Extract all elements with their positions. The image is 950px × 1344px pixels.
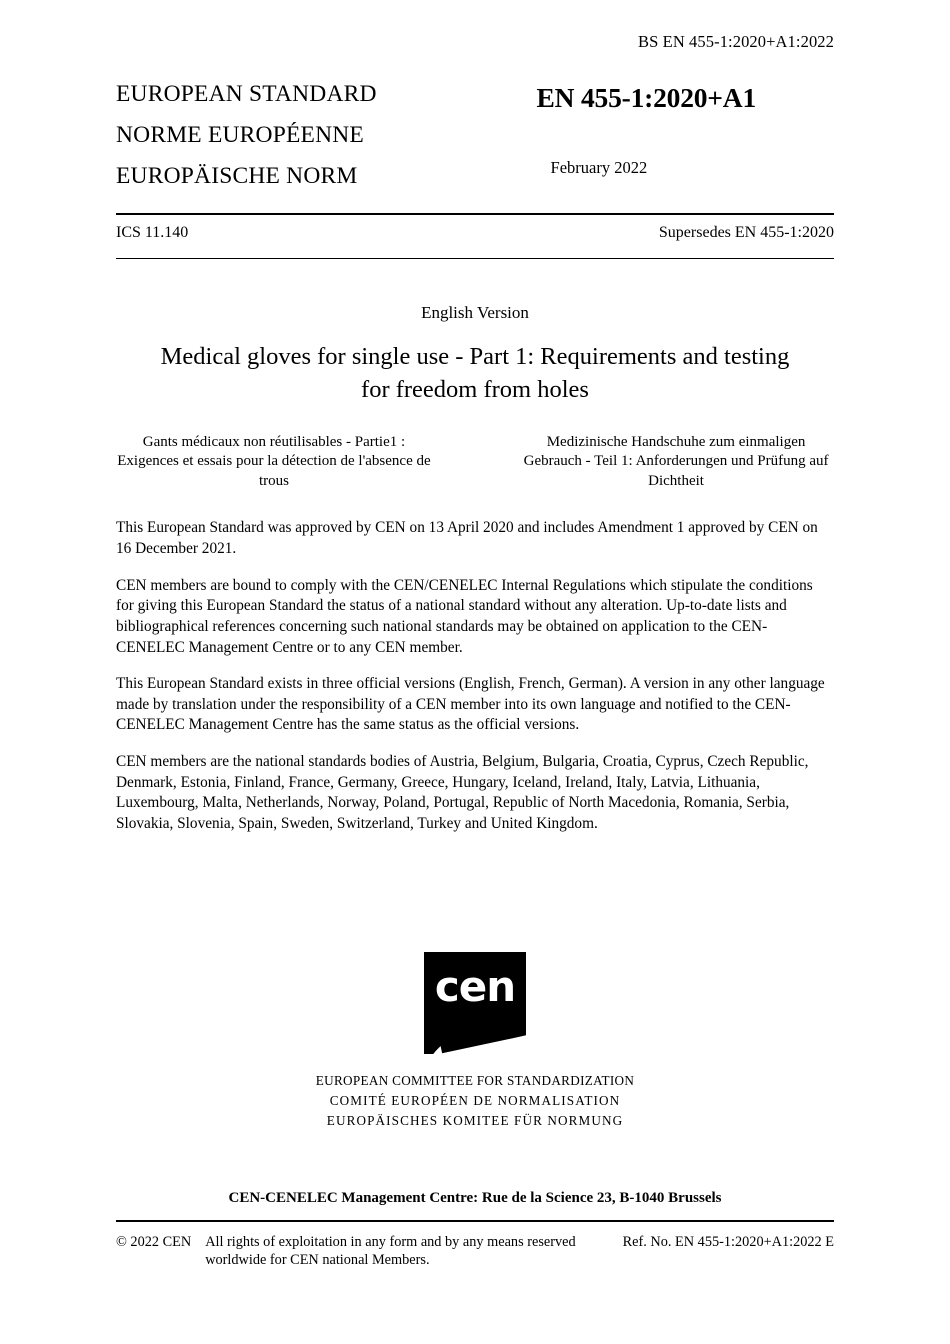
copyright-notice: © 2022 CEN <box>116 1233 192 1250</box>
cen-logo-block <box>0 952 950 1130</box>
reference-number: Ref. No. EN 455-1:2020+A1:2022 E <box>622 1233 834 1250</box>
page-title: Medical gloves for single use - Part 1: Requirements and testing for freedom from holes <box>160 343 790 403</box>
standard-number-block <box>537 74 834 178</box>
paragraph-official-versions: This European Standard exists in three official versions (English, French, German). A version in any other language made by translation under the responsibility of a CEN member into its own language and notified to the CEN-CENELEC Management Centre has the same status as the official versions. <box>116 675 825 734</box>
publication-date: February 2022 <box>550 158 648 177</box>
en-number: EN 455-1:2020+A1 <box>536 82 756 113</box>
title-block <box>116 74 834 197</box>
cen-logo-icon <box>424 952 526 1054</box>
standard-name-de: EUROPÄISCHE NORM <box>116 163 358 190</box>
page-footer <box>116 1162 834 1270</box>
paragraph-members-obligation: CEN members are bound to comply with the CEN/CENELEC Internal Regulations which stipulate the conditions for giving this European Standard the status of a national standard without any alteration. Up-to-date lists and bibliographical references concerning such national standards may be obtained on application to the CEN-CENELEC Management Centre or to any CEN member. <box>116 576 813 656</box>
title-french: Gants médicaux non réutilisables - Partie1 : Exigences et essais pour la détection de l'absence de trous <box>117 433 431 490</box>
management-centre-address: CEN-CENELEC Management Centre: Rue de la Science 23, B-1040 Brussels <box>228 1189 722 1206</box>
paragraph-member-countries: CEN members are the national standards bodies of Austria, Belgium, Bulgaria, Croatia, Cyprus, Czech Republic, Denmark, Estonia, Finland, France, Germany, Greece, Hungary, Iceland, Ireland, Italy, Latvia, Lithuania, Luxembourg, Malta, Netherlands, Norway, Poland, Portugal, Republic of North Macedonia, Romania, Serbia, Slovakia, Slovenia, Spain, Sweden, Switzerland, Turkey and United Kingdom. <box>116 753 809 833</box>
version-label: English Version <box>421 303 529 323</box>
organization-names <box>0 1071 950 1130</box>
ics-code: ICS 11.140 <box>116 224 189 242</box>
rights-notice: All rights of exploitation in any form and by any means reserved worldwide for CEN national Members. <box>205 1233 576 1269</box>
standard-name-list <box>116 74 377 197</box>
footer-row <box>116 1222 834 1270</box>
org-name-en: EUROPEAN COMMITTEE FOR STANDARDIZATION <box>315 1073 635 1088</box>
document-reference: BS EN 455-1:2020+A1:2022 <box>638 32 834 51</box>
ics-divider <box>116 258 834 259</box>
alternate-titles <box>116 433 834 493</box>
paragraph-approval: This European Standard was approved by CEN on 13 April 2020 and includes Amendment 1 approved by CEN on 16 December 2021. <box>116 519 818 557</box>
standard-name-fr: NORME EUROPÉENNE <box>116 122 364 149</box>
title-german: Medizinische Handschuhe zum einmaligen Gebrauch - Teil 1: Anforderungen und Prüfung auf Dichtheit <box>523 433 829 490</box>
ics-row <box>116 215 834 242</box>
org-name-de: EUROPÄISCHES KOMITEE FÜR NORMUNG <box>326 1112 624 1128</box>
cen-wordmark: cen <box>434 962 516 1011</box>
supersedes-note: Supersedes EN 455-1:2020 <box>658 224 834 242</box>
org-name-fr: COMITÉ EUROPÉEN DE NORMALISATION <box>329 1092 621 1108</box>
body-text <box>116 518 834 834</box>
footer-left <box>116 1233 605 1270</box>
standard-name-en: EUROPEAN STANDARD <box>116 81 377 107</box>
